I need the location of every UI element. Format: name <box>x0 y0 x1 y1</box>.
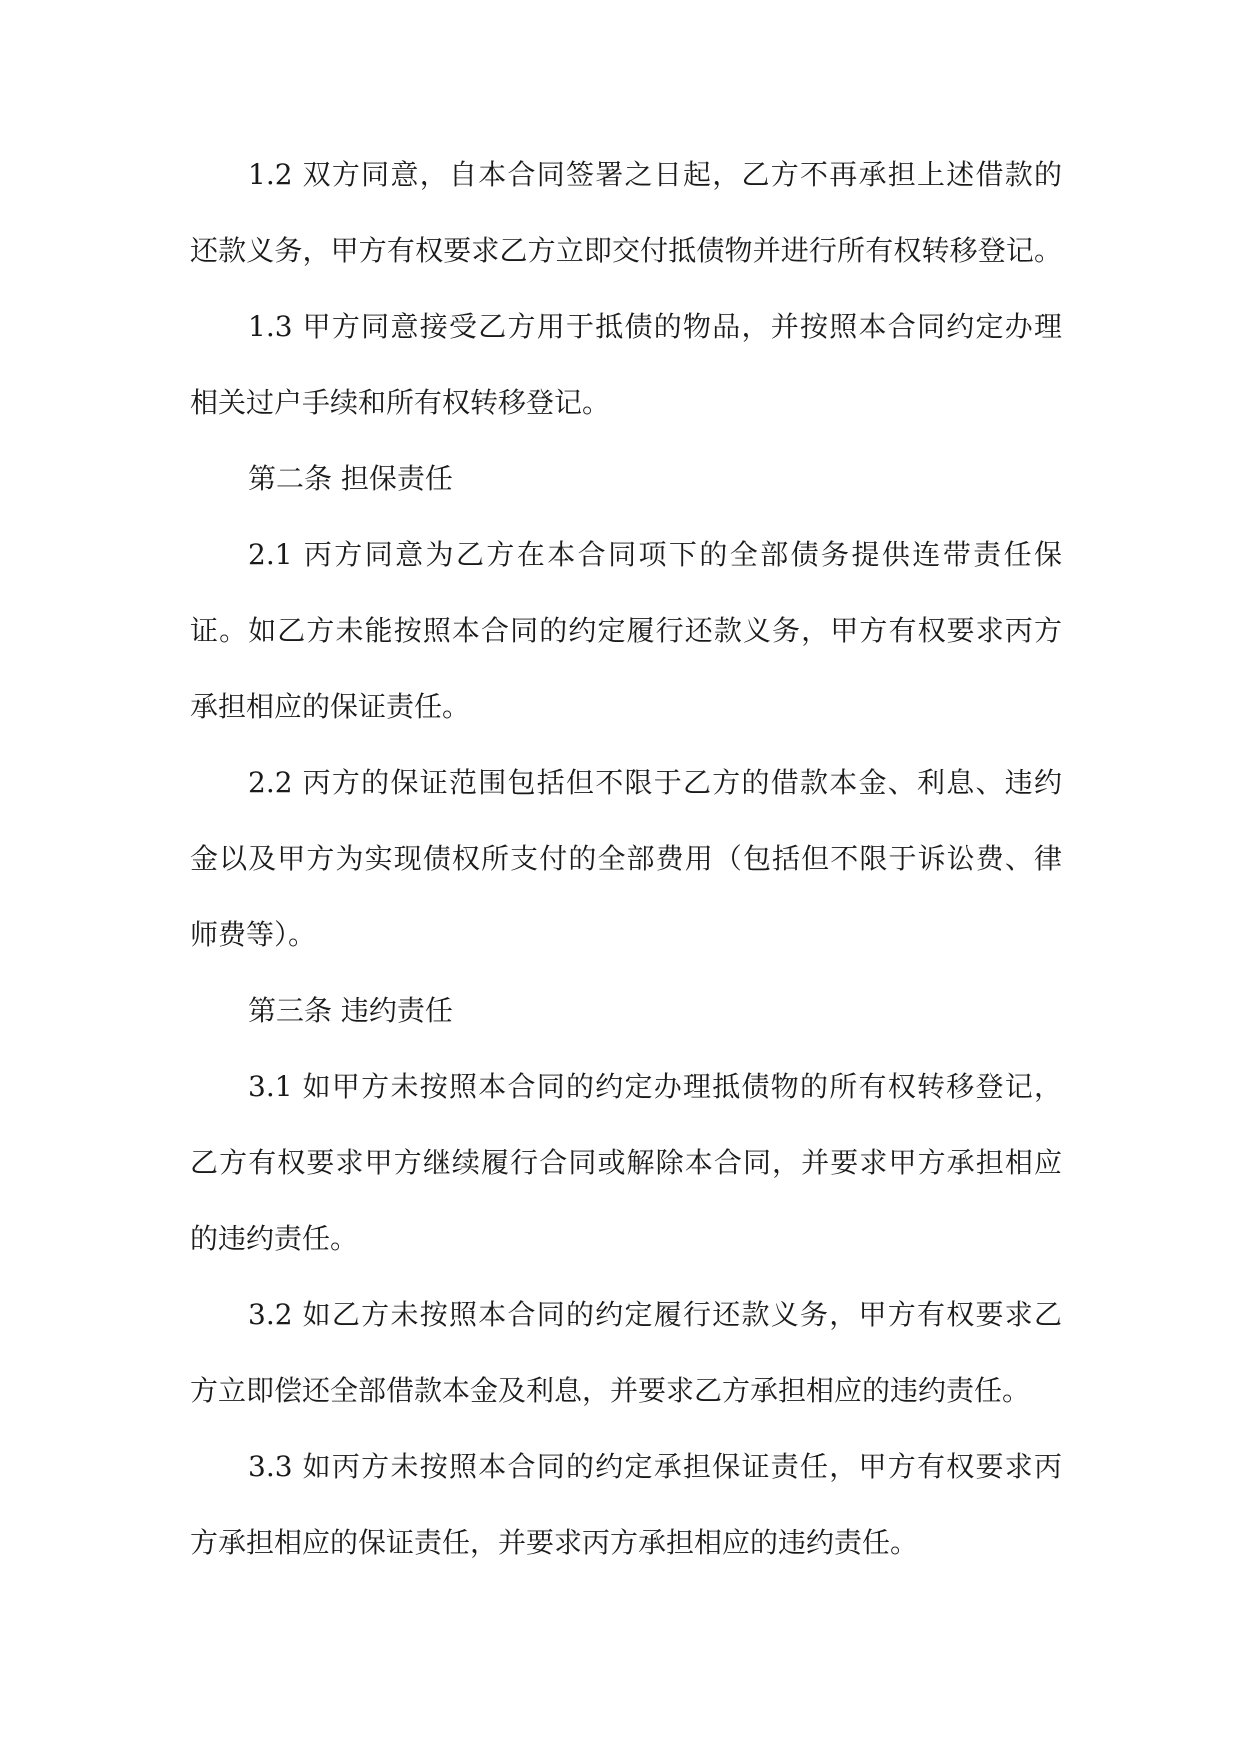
text-line: 方承担相应的保证责任，并要求丙方承担相应的违约责任。 <box>190 1526 919 1559</box>
text-line: 金以及甲方为实现债权所支付的全部费用（包括但不限于诉讼费、律 <box>190 842 1062 875</box>
article-3-heading <box>190 973 1241 1049</box>
text-line: 还款义务，甲方有权要求乙方立即交付抵债物并进行所有权转移登记。 <box>190 234 1062 267</box>
text-line: 2.1 丙方同意为乙方在本合同项下的全部债务提供连带责任保 <box>248 538 1062 571</box>
article-2-heading <box>190 441 1241 517</box>
text-line: 乙方有权要求甲方继续履行合同或解除本合同，并要求甲方承担相应 <box>190 1146 1062 1179</box>
text-line: 3.1 如甲方未按照本合同的约定办理抵债物的所有权转移登记， <box>248 1070 1062 1103</box>
text-line: 师费等）。 <box>190 918 317 951</box>
text-line: 承担相应的保证责任。 <box>190 690 471 723</box>
clause-1-2-paragraph <box>190 137 1241 289</box>
text-line: 的违约责任。 <box>190 1222 359 1255</box>
clause-2-2-paragraph <box>190 745 1241 973</box>
clause-1-3-paragraph <box>190 289 1241 441</box>
text-line: 方立即偿还全部借款本金及利息，并要求乙方承担相应的违约责任。 <box>190 1374 1031 1407</box>
text-line: 1.3 甲方同意接受乙方用于抵债的物品，并按照本合同约定办理 <box>248 310 1062 343</box>
clause-2-1-paragraph <box>190 517 1241 745</box>
heading-line: 第三条 违约责任 <box>248 994 453 1027</box>
heading-line: 第二条 担保责任 <box>248 462 453 495</box>
text-line: 证。如乙方未能按照本合同的约定履行还款义务，甲方有权要求丙方 <box>190 614 1062 647</box>
clause-3-3-paragraph <box>190 1429 1241 1581</box>
text-line: 相关过户手续和所有权转移登记。 <box>190 386 611 419</box>
text-line: 3.2 如乙方未按照本合同的约定履行还款义务，甲方有权要求乙 <box>248 1298 1062 1331</box>
clause-3-1-paragraph <box>190 1049 1241 1277</box>
text-line: 3.3 如丙方未按照本合同的约定承担保证责任，甲方有权要求丙 <box>248 1450 1062 1483</box>
text-line: 2.2 丙方的保证范围包括但不限于乙方的借款本金、利息、违约 <box>248 766 1062 799</box>
text-line: 1.2 双方同意，自本合同签署之日起，乙方不再承担上述借款的 <box>248 158 1062 191</box>
clause-3-2-paragraph <box>190 1277 1241 1429</box>
